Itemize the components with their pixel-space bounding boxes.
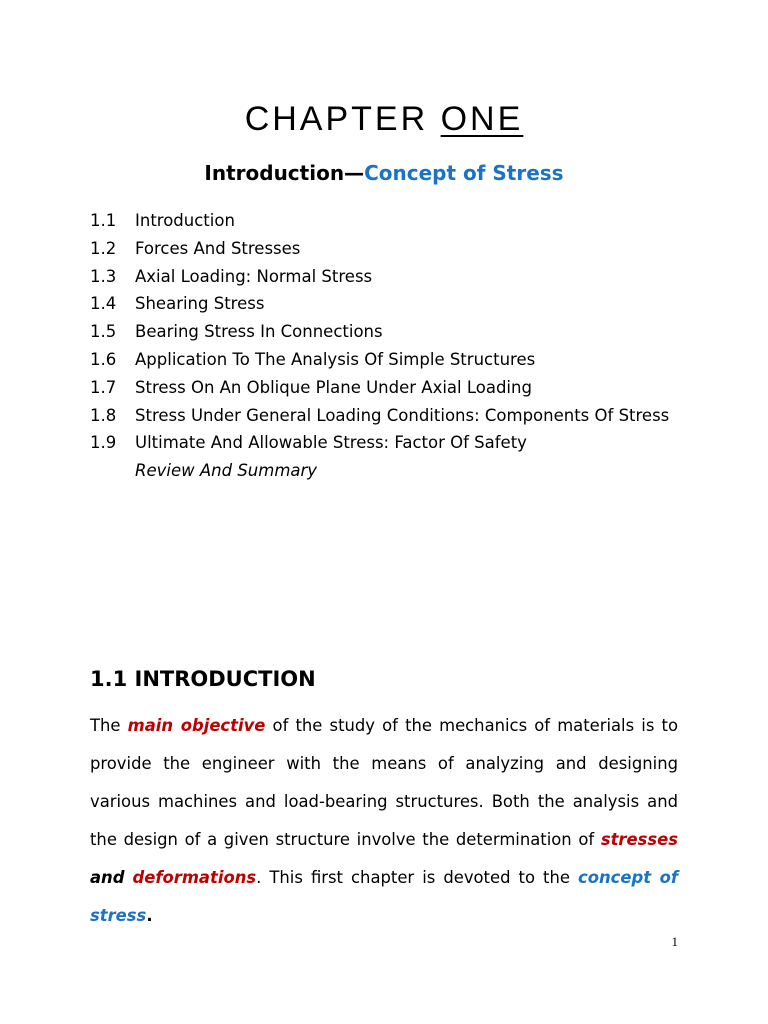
toc-item-number: 1.7 — [90, 377, 117, 397]
table-of-contents — [90, 207, 669, 485]
toc-item — [90, 207, 669, 235]
toc-item — [90, 346, 669, 374]
intro-paragraph — [90, 707, 678, 935]
toc-item — [90, 235, 669, 263]
toc-item-number: 1.3 — [90, 266, 117, 286]
toc-item-number: 1.1 — [90, 211, 117, 230]
emphasis-deformations: deformations — [132, 868, 257, 887]
toc-item — [90, 263, 669, 291]
toc-item-title: Shearing Stress — [135, 294, 265, 314]
chapter-heading — [0, 100, 768, 139]
toc-item-title: Introduction — [135, 211, 235, 230]
toc-item — [90, 402, 669, 430]
chapter-subtitle — [0, 161, 768, 185]
paragraph-text: . This first chapter is devoted to the — [256, 868, 578, 887]
subtitle-prefix: Introduction— — [204, 161, 365, 185]
subtitle-accent: Concept of Stress — [364, 161, 564, 185]
toc-item — [90, 290, 669, 318]
toc-item-number: 1.6 — [90, 349, 117, 369]
emphasis-stresses: stresses — [600, 830, 678, 849]
toc-item-title: Ultimate And Allowable Stress: Factor Of Safety — [135, 433, 527, 453]
toc-review-summary: Review And Summary — [135, 461, 318, 481]
section-heading — [90, 667, 316, 691]
toc-item-number: 1.2 — [90, 238, 117, 258]
toc-item-number: 1.4 — [90, 294, 117, 314]
toc-item-title: Application To The Analysis Of Simple Structures — [135, 349, 536, 369]
emphasis-concept-of-stress: concept of stress — [90, 868, 678, 925]
toc-item — [90, 374, 669, 402]
chapter-label: CHAPTER — [244, 100, 429, 138]
toc-item-title: Axial Loading: Normal Stress — [135, 266, 373, 286]
toc-item-title: Stress Under General Loading Conditions: Components Of Stress — [135, 405, 670, 425]
toc-item-number: 1.9 — [90, 433, 117, 453]
paragraph-text: of the study of the mechanics of materials is to provide the engineer with the means of analyzing and designing various machines and load-bearing structures. Both the analysis and the design of a given structure involve the determination of — [90, 716, 678, 849]
toc-item-number: 1.8 — [90, 405, 117, 425]
section-title: INTRODUCTION — [134, 667, 316, 691]
toc-item-title: Stress On An Oblique Plane Under Axial Loading — [135, 377, 532, 397]
toc-item-title: Bearing Stress In Connections — [135, 322, 383, 342]
paragraph-period: . — [146, 906, 153, 925]
page-number: 1 — [671, 934, 678, 949]
toc-item — [90, 318, 669, 346]
toc-item-number: 1.5 — [90, 322, 117, 342]
chapter-number: ONE — [440, 100, 524, 138]
toc-item — [90, 429, 669, 457]
section-number: 1.1 — [90, 667, 128, 691]
emphasis-and: and — [90, 868, 125, 887]
emphasis-main-objective: main objective — [127, 716, 266, 735]
paragraph-text: The — [90, 716, 128, 735]
toc-item-title: Forces And Stresses — [135, 238, 301, 258]
